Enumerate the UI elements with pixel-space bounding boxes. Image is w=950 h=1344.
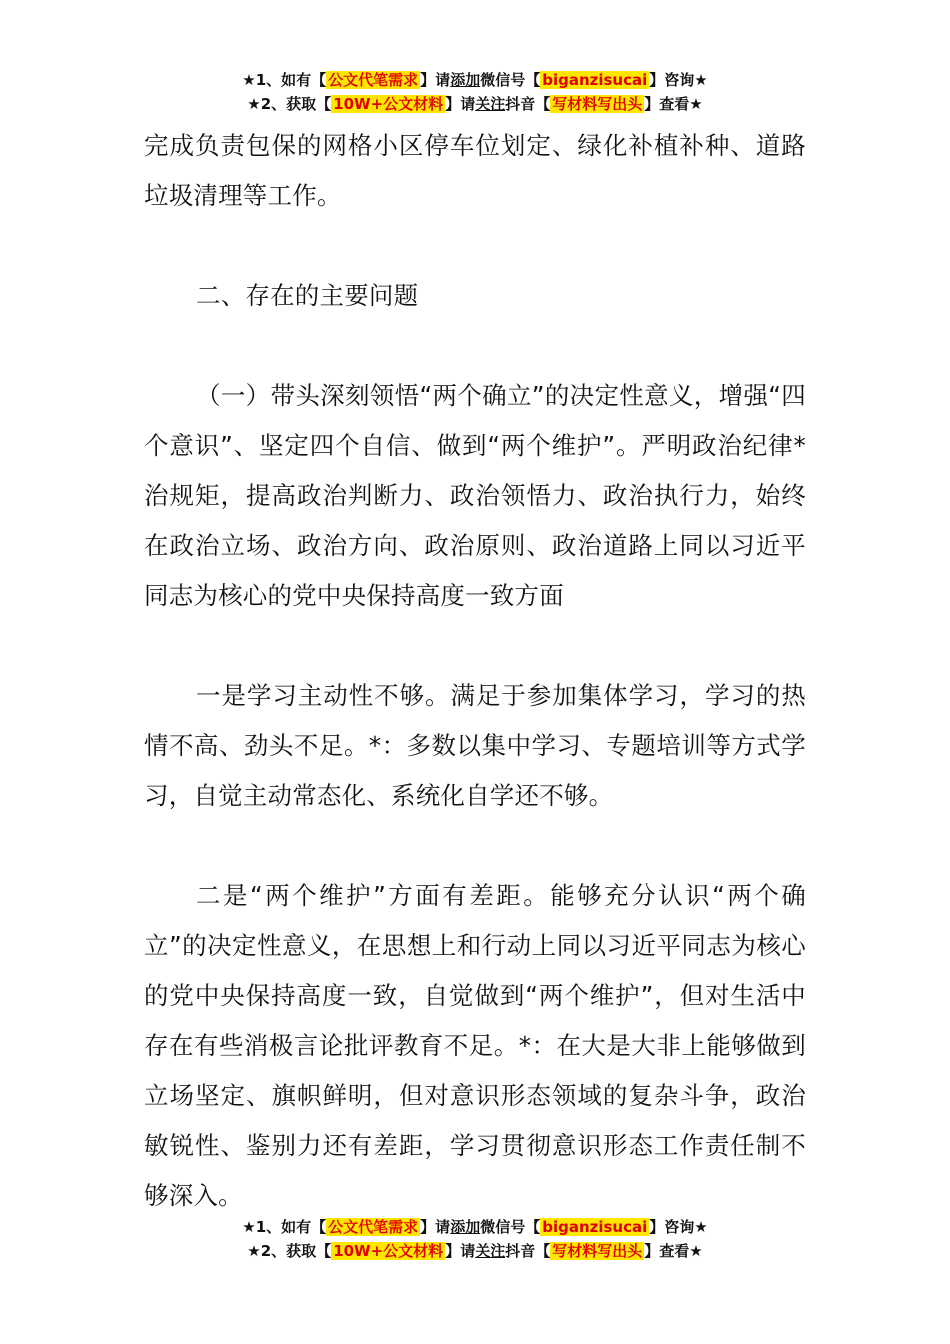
banner-text: ★1、如有【	[242, 71, 327, 89]
banner-text: 】请	[445, 95, 476, 113]
document-body	[144, 121, 806, 1221]
banner-text: 抖音【	[505, 1242, 551, 1260]
banner-underlined-text: 添加	[450, 1218, 481, 1236]
banner-text: 】请	[420, 1218, 451, 1236]
banner-text: 】查看★	[644, 1242, 703, 1260]
banner-text: 】查看★	[644, 95, 703, 113]
banner-text: 】请	[445, 1242, 476, 1260]
paragraph: 完成负责包保的网格小区停车位划定、绿化补植补种、道路垃圾清理等工作。	[144, 131, 806, 210]
highlight-wechat-id: biganzisucai	[542, 1218, 648, 1236]
highlight-materials: 10W+公文材料	[333, 1242, 444, 1260]
banner-text: 微信号【	[480, 71, 541, 89]
highlight-douyin-account: 写材料写出头	[552, 1242, 643, 1260]
banner-text: 】请	[420, 71, 451, 89]
banner-line-1	[0, 1215, 950, 1239]
banner-text: 】咨询★	[649, 71, 708, 89]
highlight-materials: 10W+公文材料	[333, 95, 444, 113]
banner-text: ★1、如有【	[242, 1218, 327, 1236]
section-heading: 二、存在的主要问题	[196, 281, 419, 310]
banner-text: ★2、获取【	[247, 1242, 332, 1260]
banner-underlined-text: 关注	[475, 95, 506, 113]
banner-line-2	[0, 1239, 950, 1263]
banner-text: 微信号【	[480, 1218, 541, 1236]
highlight-douyin-account: 写材料写出头	[552, 95, 643, 113]
footer-banner	[0, 1215, 950, 1263]
banner-text: 】咨询★	[649, 1218, 708, 1236]
highlight-service: 公文代笔需求	[328, 71, 419, 89]
banner-underlined-text: 添加	[450, 71, 481, 89]
banner-text: 抖音【	[505, 95, 551, 113]
highlight-wechat-id: biganzisucai	[542, 71, 648, 89]
paragraph: 二是“两个维护”方面有差距。能够充分认识“两个确立”的决定性意义，在思想上和行动上同以习近平同志为核心的党中央保持高度一致，自觉做到“两个维护”，但对生活中存在有些消极言论批评教育不足。*：在大是大非上能够做到立场坚定、旗帜鲜明，但对意识形态领域的复杂斗争，政治敏锐性、鉴别力还有差距，学习贯彻意识形态工作责任制不够深入。	[144, 881, 806, 1210]
banner-line-1	[0, 68, 950, 92]
header-banner	[0, 68, 950, 116]
subsection-heading: （一）带头深刻领悟“两个确立”的决定性意义，增强“四个意识”、坚定四个自信、做到“两个维护”。严明政治纪律*治规矩，提高政治判断力、政治领悟力、政治执行力，始终在政治立场、政治方向、政治原则、政治道路上同以习近平同志为核心的党中央保持高度一致方面	[144, 381, 806, 610]
banner-line-2	[0, 92, 950, 116]
banner-text: ★2、获取【	[247, 95, 332, 113]
paragraph: 一是学习主动性不够。满足于参加集体学习，学习的热情不高、劲头不足。*：多数以集中学习、专题培训等方式学习，自觉主动常态化、系统化自学还不够。	[144, 681, 806, 810]
highlight-service: 公文代笔需求	[328, 1218, 419, 1236]
banner-underlined-text: 关注	[475, 1242, 506, 1260]
